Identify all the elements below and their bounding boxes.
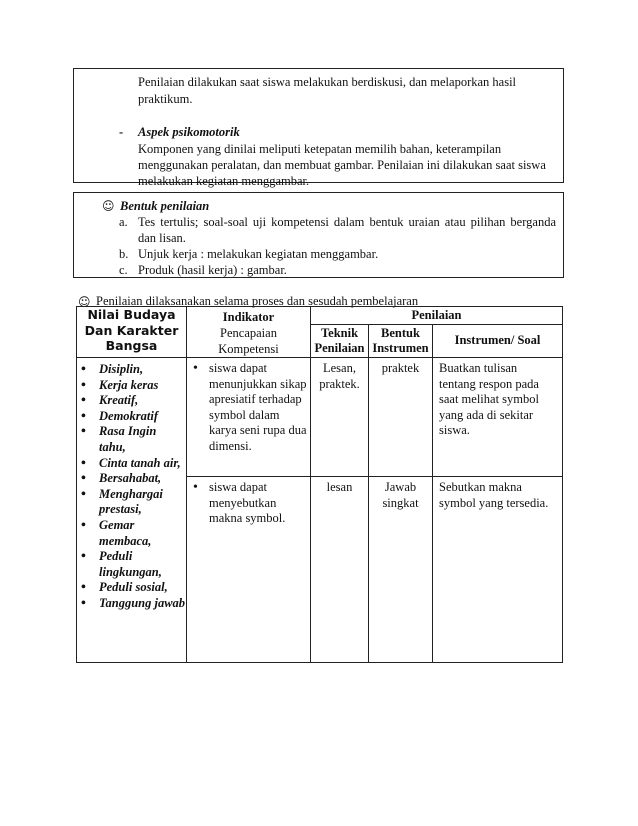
value-item: • Tanggung jawab xyxy=(77,596,186,612)
header-instrumen-soal: Instrumen/ Soal xyxy=(433,325,563,358)
soal-cell: Buatkan tulisan tentang respon pada saat melihat symbol yang ada di sekitar siswa. xyxy=(433,358,563,477)
statement-text: Penilaian dilaksanakan selama proses dan sesudah pembelajaran xyxy=(96,294,419,308)
values-list xyxy=(77,362,186,612)
header-bentuk xyxy=(369,325,433,358)
assessment-text-line: Penilaian dilakukan saat siswa melakukan berdiskusi, dan melaporkan hasil xyxy=(138,75,517,89)
indikator-bullet: • siswa dapat menyebutkan makna symbol. xyxy=(187,477,310,527)
value-item: • Bersahabat, xyxy=(77,471,186,487)
item-label: c. xyxy=(119,263,128,277)
nilai-budaya-cell xyxy=(77,358,187,663)
bentuk-penilaian-title: Bentuk penilaian xyxy=(120,199,210,213)
value-item: • Demokratif xyxy=(77,409,186,425)
value-item: • Kerja keras xyxy=(77,378,186,394)
header-indikator xyxy=(187,307,311,358)
value-item: • Cinta tanah air, xyxy=(77,456,186,472)
item-label: b. xyxy=(119,247,129,261)
value-item: • Peduli lingkungan, xyxy=(77,549,186,580)
value-item: • Gemar membaca, xyxy=(77,518,186,549)
indikator-bullet: • siswa dapat menunjukkan sikap apresiatif terhadap symbol dalam karya seni rupa dua dimensi. xyxy=(187,358,310,455)
header-text: Nilai Budaya xyxy=(87,307,176,322)
soal-cell: Sebutkan makna symbol yang tersedia. xyxy=(433,477,563,663)
header-text: Kompetensi xyxy=(218,342,279,356)
teknik-cell: Lesan, praktek. xyxy=(311,358,369,477)
item-a-text-cont: dan lisan. xyxy=(138,231,186,245)
smiley-bullet-icon: ☺ xyxy=(78,295,91,309)
dash-bullet: - xyxy=(119,125,124,139)
assessment-table xyxy=(76,306,563,663)
value-item: • Disiplin, xyxy=(77,362,186,378)
value-item: • Rasa Ingin tahu, xyxy=(77,424,186,455)
header-nilai-budaya xyxy=(77,307,187,358)
aspek-text-line: Komponen yang dinilai meliputi ketepatan memilih bahan, keterampilan xyxy=(138,142,502,156)
smiley-bullet-icon: ☺ xyxy=(102,199,115,213)
value-item: • Peduli sosial, xyxy=(77,580,186,596)
header-text: Instrumen xyxy=(372,341,429,356)
aspek-text-line: menggunakan peralatan, dan membuat gambar. Penilaian ini dilakukan saat siswa xyxy=(138,158,546,172)
header-penilaian: Penilaian xyxy=(311,307,563,325)
teknik-cell: lesan xyxy=(311,477,369,663)
item-b-text: Unjuk kerja : melakukan kegiatan menggambar. xyxy=(138,247,379,261)
item-label: a. xyxy=(119,215,128,229)
item-c-text: Produk (hasil kerja) : gambar. xyxy=(138,263,287,277)
bentuk-cell: praktek xyxy=(369,358,433,477)
table-row xyxy=(77,358,563,477)
header-text: Teknik xyxy=(320,326,359,341)
aspek-psikomotorik-title: Aspek psikomotorik xyxy=(138,125,240,139)
header-teknik xyxy=(311,325,369,358)
indikator-cell xyxy=(187,358,311,477)
bentuk-cell: Jawab singkat xyxy=(369,477,433,663)
header-text: Bentuk xyxy=(381,326,420,341)
header-text: Penilaian xyxy=(314,341,365,356)
indikator-cell xyxy=(187,477,311,663)
table-header-row xyxy=(77,307,563,325)
header-text: Indikator xyxy=(222,310,275,324)
value-item: • Kreatif, xyxy=(77,393,186,409)
assessment-text-line: praktikum. xyxy=(138,92,193,106)
value-item: • Menghargai prestasi, xyxy=(77,487,186,518)
aspek-text-line: melakukan kegiatan menggambar. xyxy=(138,174,310,188)
header-text: Dan Karakter xyxy=(84,322,179,338)
header-text: Bangsa xyxy=(105,338,158,354)
header-text: Pencapaian xyxy=(220,326,277,340)
item-a-text: Tes tertulis; soal-soal uji kompetensi dalam bentuk uraian atau pilihan berganda xyxy=(138,215,556,229)
